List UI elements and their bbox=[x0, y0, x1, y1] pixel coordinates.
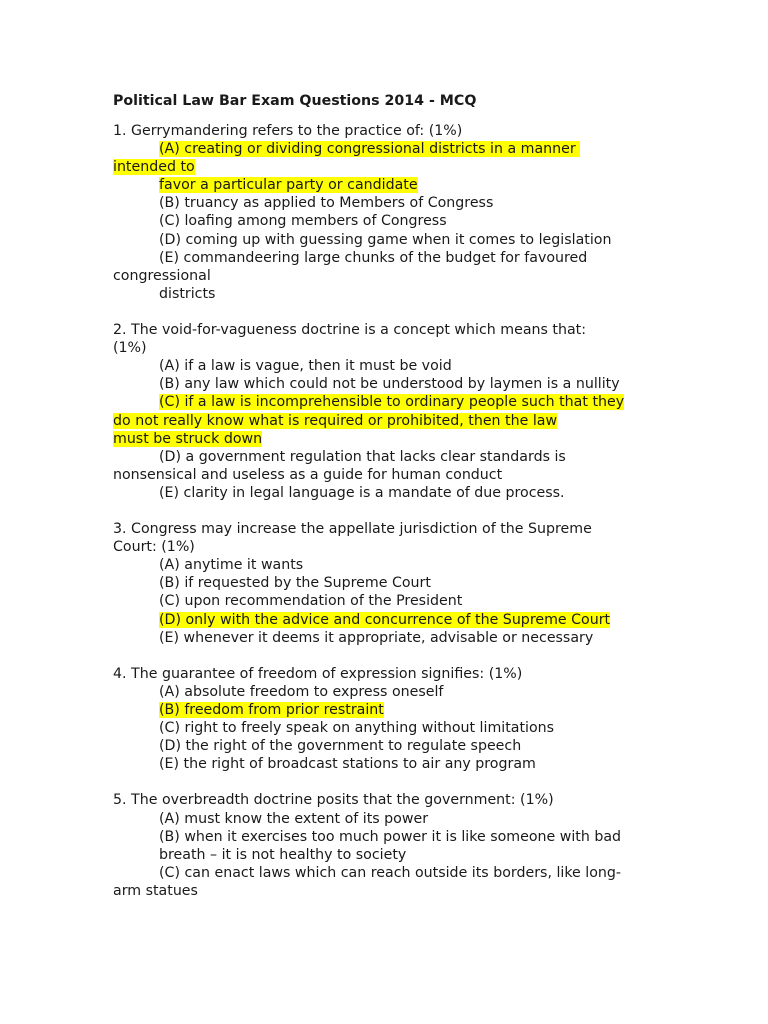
q4-option-b bbox=[113, 701, 658, 719]
answer-highlight: favor a particular party or candidate bbox=[159, 177, 418, 194]
q3-option-a: (A) anytime it wants bbox=[159, 557, 304, 574]
question-2-stem-line2: (1%) bbox=[113, 340, 147, 357]
paragraph-gap bbox=[113, 647, 658, 665]
q2-option-b: (B) any law which could not be understood by laymen is a nullity bbox=[159, 376, 620, 393]
q1-option-e-line2: congressional bbox=[113, 267, 211, 284]
q3-option-d bbox=[113, 611, 658, 629]
question-1-stem: 1. Gerrymandering refers to the practice of: (1%) bbox=[113, 123, 463, 139]
question-5 bbox=[113, 791, 658, 900]
q1-option-e-line3: districts bbox=[159, 285, 216, 302]
q3-option-b: (B) if requested by the Supreme Court bbox=[159, 575, 431, 592]
q2-option-d-line2: nonsensical and useless as a guide for human conduct bbox=[113, 466, 503, 483]
q5-option-c-line2: arm statues bbox=[113, 882, 198, 899]
q1-option-b: (B) truancy as applied to Members of Congress bbox=[159, 195, 494, 212]
answer-highlight: (D) only with the advice and concurrence of the Supreme Court bbox=[159, 611, 611, 628]
answer-highlight: (C) if a law is incomprehensible to ordinary people such that they bbox=[159, 394, 625, 411]
answer-highlight: must be struck down bbox=[113, 430, 263, 447]
question-5-stem: 5. The overbreadth doctrine posits that the government: (1%) bbox=[113, 792, 554, 809]
q2-option-d-line1: (D) a government regulation that lacks clear standards is bbox=[159, 448, 566, 465]
q4-option-a: (A) absolute freedom to express oneself bbox=[159, 683, 444, 700]
q3-option-c: (C) upon recommendation of the President bbox=[159, 593, 463, 610]
question-1 bbox=[113, 122, 658, 303]
answer-highlight: (A) creating or dividing congressional districts in a manner bbox=[159, 141, 581, 158]
answer-highlight: (B) freedom from prior restraint bbox=[159, 702, 384, 718]
q5-option-c-line1: (C) can enact laws which can reach outside its borders, like long- bbox=[159, 864, 622, 881]
q1-option-a-line1 bbox=[113, 140, 658, 158]
document-title: Political Law Bar Exam Questions 2014 - MCQ bbox=[113, 93, 477, 109]
q4-option-c: (C) right to freely speak on anything without limitations bbox=[159, 720, 555, 737]
question-4-stem: 4. The guarantee of freedom of expression signifies: (1%) bbox=[113, 665, 523, 682]
q2-option-c-line2 bbox=[113, 412, 658, 430]
question-2 bbox=[113, 321, 658, 502]
q1-option-a-line2 bbox=[113, 158, 658, 176]
q4-option-e: (E) the right of broadcast stations to air any program bbox=[159, 756, 536, 773]
q1-option-c: (C) loafing among members of Congress bbox=[159, 213, 447, 230]
q5-option-b-line1: (B) when it exercises too much power it is like someone with bad bbox=[159, 828, 622, 845]
q2-option-c-line3 bbox=[113, 430, 658, 448]
q3-option-e: (E) whenever it deems it appropriate, advisable or necessary bbox=[159, 629, 594, 646]
q2-option-a: (A) if a law is vague, then it must be void bbox=[159, 358, 452, 375]
paragraph-gap bbox=[113, 502, 658, 520]
question-3 bbox=[113, 520, 658, 647]
question-4 bbox=[113, 665, 658, 774]
answer-highlight: do not really know what is required or prohibited, then the law bbox=[113, 412, 558, 429]
answer-highlight: intended to bbox=[113, 159, 195, 176]
q5-option-a: (A) must know the extent of its power bbox=[159, 810, 429, 827]
paragraph-gap bbox=[113, 773, 658, 791]
question-3-stem-line1: 3. Congress may increase the appellate jurisdiction of the Supreme bbox=[113, 521, 592, 538]
q1-option-e-line1: (E) commandeering large chunks of the budget for favoured bbox=[159, 249, 588, 266]
document-page bbox=[113, 92, 658, 900]
question-3-stem-line2: Court: (1%) bbox=[113, 539, 195, 556]
q1-option-d: (D) coming up with guessing game when it comes to legislation bbox=[159, 231, 612, 248]
paragraph-gap bbox=[113, 303, 658, 321]
q4-option-d: (D) the right of the government to regulate speech bbox=[159, 738, 522, 755]
q2-option-e: (E) clarity in legal language is a mandate of due process. bbox=[159, 484, 565, 501]
question-2-stem-line1: 2. The void-for-vagueness doctrine is a concept which means that: bbox=[113, 322, 587, 339]
q5-option-b-line2: breath – it is not healthy to society bbox=[159, 846, 407, 863]
q2-option-c-line1 bbox=[113, 393, 658, 411]
q1-option-a-line3 bbox=[113, 176, 658, 194]
